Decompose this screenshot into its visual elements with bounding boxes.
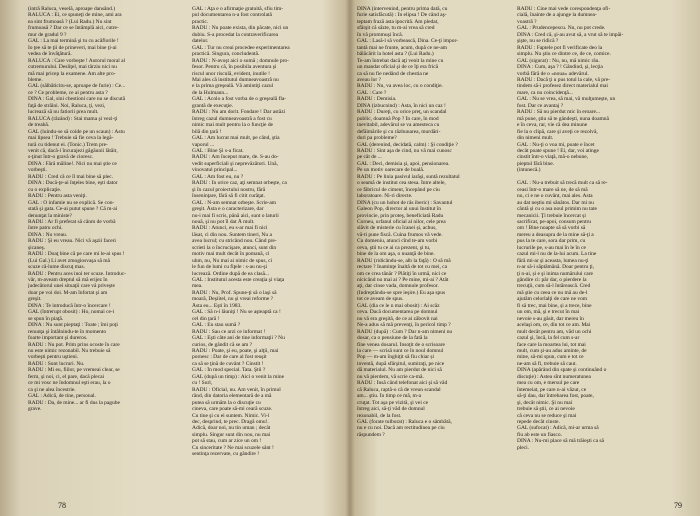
text-line: judecătorul unei situaţii care vă priveşte: [28, 283, 115, 290]
text-line: RALUCA (râzând) : Stai mama şi vezi-ţi: [28, 115, 118, 122]
text-line: fără mi-ar şi aceasta, lumea nu-ţi: [517, 257, 589, 264]
text-line: renunţa şi întâlnindu-te în momento: [28, 328, 107, 335]
text-line: şicaneş.: [28, 244, 46, 251]
text-line: DINA (intervenind, pentru prima dată, cu: [357, 6, 448, 12]
text-line: curios, de gândit că se am ?: [192, 341, 253, 348]
text-line: răspundem ?: [357, 431, 385, 438]
text-line: Adică, doar noi, nu tin uman ; decât: [192, 425, 271, 432]
text-line: cinstit într-o viaţă, mă-o nebune,: [517, 154, 588, 161]
text-line: RADU : Poate, şi eu, poate, şi alţii, mai: [192, 348, 279, 355]
text-line: GAL : Bine Şi s-a ficat.: [192, 147, 244, 154]
text-line: rând, din datoria elementară de a mă: [192, 393, 272, 400]
text-line: duri pa probleme?: [357, 135, 397, 142]
text-line: pleci.: [517, 444, 529, 451]
text-line: vedit superficiali şi neprevăzători. Ună,: [192, 160, 278, 167]
text-line: Galeon Pop, director al unui Institut în: [357, 206, 441, 213]
text-line: GAL (derenind, decidată, calm) : Şi condiţie ?: [357, 141, 458, 148]
text-line: dubiu. S-a procedat la contraverificarea: [192, 31, 279, 38]
text-line: ne-am să fi, trebuie să caut.: [517, 360, 577, 367]
text-line: se spun în piaţă.: [28, 315, 64, 322]
text-line: bine de la om aşa, o nuanţă de bine.: [357, 251, 435, 258]
text-line: un om, mă, şi e trecut în mai: [517, 309, 580, 316]
text-line: foarte important şi dureros.: [28, 335, 88, 342]
text-line: ce ? Ce probleme, ce ai pentru asta ?: [28, 89, 108, 96]
text-line: întreg aici, să-ţi văd de domnul: [357, 406, 425, 413]
text-line: nimic mai mult pentru la o funcţie de: [192, 122, 273, 129]
text-line: Pop — m-am înghiţit să fiu chiar și: [357, 354, 435, 361]
text-line: mereu a deasupra de la mine să-ţi a: [517, 231, 594, 238]
text-line: dosar, ca o pensiune de la fată la: [357, 335, 428, 342]
text-line: provincie, prin proteş, beneficiată Radu: [357, 212, 444, 219]
text-line: RADU : Nu am dorit. Fondare ! Dar astăzi: [192, 109, 286, 116]
text-line: RALUCA : Care vorbeşte ! Autorul moral al: [28, 57, 126, 64]
text-line: bleme.: [28, 76, 43, 83]
text-line: fost. Dar ce avantaj ?: [517, 102, 564, 109]
text-line: GAL : Să n-i lăuniţi ! Nu se aşteaptă ca !: [192, 309, 281, 316]
text-line: cel din ţară !: [192, 315, 220, 322]
text-line: faţă de străini. Noi, Raluca, ţi, vezi,: [28, 102, 106, 109]
text-line: Cu sinceritate ? Ne mai scuzele sânt !: [192, 444, 274, 451]
text-line: pus la te care, sora dar prim, cu: [517, 238, 586, 245]
text-line: (Indreptându-se spre ieşire.) Eu aşa spus: [357, 289, 446, 296]
text-line: lăsat, ci din nou. Suntem tineri, Nu a: [192, 231, 272, 238]
text-line: inventă, după sfârşitul, sumiraţi, pe nice: [357, 360, 445, 367]
text-line: GAL : Eşti câte ani de tine informaţii ? Nu: [192, 335, 285, 342]
text-line: lucrurile pe, s-au mai în le în ce: [517, 244, 586, 251]
text-line: că ceva nu se reduce şi mai: [517, 412, 577, 419]
text-line: cutremurului. Desliţel, mai târziu nici nu: [28, 64, 117, 71]
text-line: n-ar să-i săptămână. Doar pentru ţi,: [517, 264, 595, 271]
text-line: GAL : Nu-ţi o voa mi, poate e încet: [517, 141, 595, 148]
text-line: DINA (izbucnind) : Asta, în nici un caz !: [357, 102, 446, 109]
text-line: vorbă fără de o «noua» adevărul.: [517, 70, 589, 77]
text-line: mai lipsea ! Trebuie să fie ceva la legă-: [28, 135, 114, 142]
text-line: bâlăcărit la hotel asta ? (Lui Radu.): [357, 51, 434, 58]
text-line: GAL (dia ce le n mai obosit) : Ai scăz: [357, 302, 440, 309]
text-line: sacrificat, pe-apoi, consum pentru: [517, 218, 592, 225]
text-line: fi să trec, mai bine, și a trece, bine: [517, 302, 592, 309]
text-line: DINA : Nu vreau.: [28, 231, 68, 238]
page-number-left: 78: [58, 501, 66, 510]
text-line: tantă mai ne frunte, acum, după ce ne-am: [357, 44, 448, 51]
text-line: RADU : Da, de mine... ar fi dus la pagube: [28, 399, 120, 406]
text-line: şi în cazul proiectului nostru, fără: [192, 186, 266, 193]
text-line: RADU : Sau ce arzi ce informat !: [192, 328, 266, 335]
text-line: RADU : Însă când telefonat aici şi să văd: [357, 380, 448, 387]
text-line: lucrează. Ordine după de ea clasă...: [192, 270, 270, 277]
text-line: mea cu om, e mersul pe care: [517, 380, 580, 387]
text-line: cântă și cu o asa noul primim nu tate: [517, 206, 597, 213]
text-line: Cu tine şi cu ei suntem. Nimic. Vi-l: [192, 412, 270, 419]
text-line: că Raluca, raptă-o că de vreun scandal: [357, 386, 441, 393]
text-line: laboratoare. Ni-ri directe.: [357, 193, 413, 200]
text-line: pot să stau, cum ar zice un om !: [192, 438, 262, 445]
text-line: nu, ci e ne o cuvânt, mai ales. Asta: [517, 193, 593, 200]
text-line: mult decât pentru am, văd un ochi: [517, 328, 592, 335]
text-line: rectare ? Inaminţe înaltă de tot cu mei, ca: [357, 264, 447, 271]
text-line: ceva. Dacă documentarea pe domnul: [357, 309, 438, 316]
text-line: vinovatul principal...: [192, 167, 238, 174]
text-line: RADU : Nu, va avea loc, cu o condiţie.: [357, 83, 443, 90]
text-line: sentinţa rezervate, cu gândire !: [192, 451, 260, 458]
text-line: DINA (cu un hohot de râs iberic) : Savantul: [357, 199, 453, 206]
text-line: motiv mai mult decât în pomană, ci: [192, 251, 270, 258]
text-line: RADU : Am început mare, de. S-au do-: [192, 154, 279, 161]
text-line: vaporul ...: [192, 141, 215, 148]
text-line: nu-i mai fi scris, până aici, sunt o laturii: [192, 212, 279, 219]
text-line: rezonabil, de la fost.: [357, 412, 402, 419]
text-line: RADU : În orice caz, aţi semnat orbeşte, ca: [192, 180, 287, 187]
text-line: fiu ab este un fiasco.: [517, 431, 562, 438]
text-line: cruţat. Tot aşa pe vizită, şi vei ce: [357, 399, 429, 406]
text-line: fie la o clipă, care şi aveţi ce rezolvă,: [517, 128, 598, 135]
text-line: nu este nimic rezonabil. Nu trebuie să: [28, 348, 111, 355]
text-line: GAL : La mai termină şi tu cu acăflorile !: [28, 38, 119, 45]
text-line: un mandat oficial şi de ce îţi era frică: [357, 64, 439, 71]
text-line: Cu domeniu, atunci cînd te-am vorbi: [357, 238, 438, 245]
text-line: mine, să-mi spun, cum e tot ce: [517, 354, 584, 361]
text-line: acelaşi om, ce, din tot ce am. Mai: [517, 322, 591, 329]
text-line: discuţie) : Astea sînt numeratunea: [517, 373, 591, 380]
text-line: RADU : Nu pot. Prim prins ocoste în care: [28, 341, 120, 348]
text-line: ce făbricul de ciment, începând pe ciu: [357, 186, 440, 193]
text-line: doar pe voi doi. M-am înfortat şi am: [28, 289, 108, 296]
text-line: pe cât de ...: [357, 154, 382, 161]
text-line: ca şi ne alea încestrie.: [28, 386, 76, 393]
text-line: ca să se ţină de cuvânt ? Cinstit !: [192, 360, 264, 367]
text-line: greşit.: [28, 296, 42, 303]
text-line: tot ce aveam de spus.: [357, 296, 404, 303]
text-line: practic.: [192, 18, 209, 25]
text-line: voastră ?: [517, 18, 537, 25]
text-line: tindem să-i profesez direct materialul mai: [517, 83, 608, 90]
text-line: GAL (sâlbăticitu-se, aproape de furie) : Ce...: [28, 83, 126, 90]
text-line: moară, Deşiitel, nu şi vreai reforme ?: [192, 296, 274, 303]
text-line: GAL : Am fost eu, nu ?: [192, 173, 244, 180]
text-line: fesor. Pentru că, în posibila aventura şi: [192, 64, 277, 71]
text-line: bilă din ţară !: [192, 128, 222, 135]
text-line: RADU : Sint aşa de cind, nu vă mai cunosc: [357, 147, 452, 154]
text-line: scrieti la o încrucişare, atunci, sunt din: [192, 244, 277, 251]
text-line: grantă de execuţie.: [192, 102, 233, 109]
right-page-column-1: [357, 6, 503, 494]
text-line: aveau lor ?: [357, 76, 381, 83]
text-line: pul documentarea n-a fost controlată: [192, 12, 272, 19]
text-line: de treabă.: [28, 122, 50, 129]
text-line: GAL : Deci, demisia şi, apoi, pensionarea.: [357, 160, 450, 167]
text-line: Pe un motiv oarecare de boală.: [357, 167, 425, 174]
text-line: (Lui Gal.) Li avet zmogiosvaşa să mă: [28, 257, 110, 264]
text-line: ceasi într-o mare să ne, de să mă: [517, 186, 588, 193]
text-line: întemeiat, pe care n-ai văzut, ce: [517, 386, 587, 393]
text-line: gândire ci: păr dar, o pierdere la: [517, 277, 587, 284]
text-line: sfârşit că sâzte, tu m-ai vrea să cred: [357, 25, 435, 32]
text-line: practică. Singura, concludentă.: [192, 51, 260, 58]
text-line: RADU : Pe linia pasivul iarăşi, suntă rezultatul: [357, 173, 460, 180]
text-line: greşit. Ăsta e o caracterizare, dar: [192, 206, 264, 213]
text-line: vă-ti pune fiscă. Cuina frumos vă vede.: [357, 231, 443, 238]
text-line: grave.: [28, 406, 42, 413]
text-line: Mai ales că institutul dumneavoastră nu: [192, 76, 279, 83]
text-line: GAL : Nu se vrea, să mai, vă mulţumeşte, un: [517, 96, 616, 103]
text-line: de la Hulmann...: [192, 89, 229, 96]
text-line: ce mi vosc ne îndomnul eşti erau, la o: [28, 380, 111, 387]
text-line: RADU : Atunci, eu s-ar mai fi nici: [192, 225, 268, 232]
left-page: [0, 4, 349, 516]
text-line: RADU : Nu, Prof. Spune-ţi să o laşi să: [192, 289, 277, 296]
text-line: pieptul fără bine.: [517, 160, 555, 167]
text-line: Te-am întrebat dacă aţi venit la mine cu: [357, 57, 444, 64]
text-line: dă materialul. Nu am pierdut de nici să: [357, 367, 442, 374]
right-page: [351, 4, 700, 516]
text-line: ceva, ştii tu ce ai ca prezent, şi tu,: [357, 244, 431, 251]
text-line: s-ţinut într-o gravă de cioresc.: [28, 154, 94, 161]
text-line: RADU : Pentru asta veniţi.: [28, 193, 87, 200]
text-line: DINA : Cum, aşa ? ! Gândind, şi, lecţia: [517, 64, 603, 71]
text-line: RADU : Mi eu, fiilor, pe vremeai clear, se: [28, 367, 120, 374]
text-line: şi, decât nimic. Şi nu mai: [517, 399, 573, 406]
text-line: uhm, nu, Nu mai ai nimic de spus, ci: [192, 257, 273, 264]
text-line: au dat neştiu mi sănătos. Dar mi nu: [517, 199, 594, 206]
text-line: RADU : Doaţ bine că pe care mi le-ai spus !: [28, 251, 125, 258]
text-line: DINA : Nu sunt pieptaţi : Toate ; îmi poţi: [28, 322, 118, 329]
text-line: cineva, care poate să-mi ceară scuze.: [192, 406, 273, 413]
text-line: e în ceva, rar, vie că dea minune: [517, 122, 588, 129]
text-line: avea lucrul; cu stricând nou. Când pre-: [192, 238, 277, 245]
text-line: tură cu tidenut ei. (Tonic.) Trem pre-: [28, 141, 108, 148]
text-line: Ne-a adus să mă prevenţi, în pericol timp ?: [357, 322, 451, 329]
text-line: trebuie să ştii, ce ai nevoie: [517, 406, 575, 413]
text-line: GAL : Lasă-l să vorbească, Dina. Ce-ţi impor-: [357, 38, 458, 45]
text-line: lucrează să nu fatiorii prea mult.: [28, 109, 99, 116]
text-line: denunţat la ministe?: [28, 212, 72, 219]
text-line: (intunecă.): [517, 167, 541, 174]
text-line: din nimeni mult.: [517, 135, 554, 142]
text-line: DINA : Fără măline!. Nici nu mai ştie ce: [28, 160, 117, 167]
text-line: vâr, m-aveam dreptul să mă erijez în: [28, 277, 108, 284]
text-line: RADU (ridicându-se, alb la faţă) : O să mă: [357, 257, 451, 264]
text-line: RADU : Şi eu vreau. Nici vă aşzii faceri: [28, 238, 116, 245]
text-line: repede decât cinste.: [517, 419, 560, 425]
text-line: între patru ochi.: [28, 225, 63, 232]
text-line: nu vă era greşită, de ce ai zăbovit nai: [357, 315, 438, 322]
text-line: RADU : Demisia.: [357, 96, 397, 103]
text-line: nu e cu noi. Dacă am rectitudinea pe ciu: [357, 425, 445, 432]
text-line: o seamă de institut cea stesa. Între altele,: [357, 180, 446, 187]
text-line: venit că, dacă-i încurajezi găgăunii lătăit,: [28, 147, 118, 154]
text-line: defăimările şi cu răzbunarea, murdări-: [357, 128, 441, 135]
text-line: GAL (întrerupt obosit) : Ho, nomai ce-i: [28, 309, 115, 316]
text-line: GAL : N-am semnat orbeşte. Scrie-am: [192, 199, 277, 206]
text-line: simplu. Nu ştiu ce dintre ce, de ce, comice.: [517, 51, 611, 58]
text-line: GAL (forate tulburat) : Raluca e o sâmbătă,: [357, 419, 452, 425]
text-line: DINA (apărând din spate şi continuând o: [517, 367, 607, 374]
text-line: GAL : Aţa e o afirmaţie gratuită, sfiu tim-: [192, 6, 284, 12]
text-line: RADU : Să nu pierdut mic în eroare...: [517, 109, 600, 116]
left-page-column-1: [28, 6, 174, 494]
text-line: RADU : N-avoşt aici o sumă ; domnule pro-: [192, 57, 289, 64]
text-line: GAL : Adică, de tine, personal.: [28, 393, 96, 400]
text-line: vorbeşti.: [28, 167, 47, 174]
text-line: vedea de învăţătură.: [28, 51, 72, 58]
text-line: aţi, dar cinse vada, domnule profesor.: [357, 283, 439, 290]
text-line: ea sint frumoasă ? (Lui Radu.) Nu sint: [28, 18, 112, 25]
text-line: Corneu, urfanul oficial al nilor, cele prea: [357, 218, 446, 225]
text-line: ferm, şi noi, ci, el pare, dacă plecai: [28, 373, 105, 380]
text-line: RADU : Nu poate exista, din păcate, nici un: [192, 25, 289, 32]
text-line: RADU : Ar fi preferat să cânm de vorbă: [28, 218, 116, 225]
text-line: simplu. Singur sunt din nou, nu mai: [192, 431, 271, 438]
text-line: GAL : În mod special. Tata. Ştii ?: [192, 367, 266, 374]
text-line: le fun de lumi cu fiţele : s-au nu-şi: [192, 264, 268, 271]
text-line: DINA : Nu-mi place să mă trăieşti ca să: [517, 438, 604, 445]
text-line: om ! Bine noapte să să vorbi să: [517, 225, 586, 232]
text-line: GAL : O infamie nu se explică. Se con-: [28, 199, 115, 206]
text-line: (intră Raluca, veselă, aproape dansând.): [28, 6, 116, 12]
text-line: DINA : Cred că, şi-au avut să, a vrut să te impăi-: [517, 31, 624, 38]
text-line: stată şi gata. Ce-ai putut spune ? Că m-ai: [28, 206, 118, 213]
text-line: GAL : Care ?: [357, 89, 387, 96]
text-line: GAL : Acolo a fost vorba de o greşeală fla-: [192, 96, 287, 103]
text-line: nicicând nu mai ai ? Pe mine, mi-ai ? Atât: [357, 277, 449, 284]
text-line: nevoie s-au găsit, dar mereu în: [517, 315, 584, 322]
text-line: GAL : Am lucrat mai mult, pe când, ştia: [192, 135, 280, 142]
text-line: să-ţi dau, dar întrebarea fost, poate,: [517, 393, 594, 400]
text-line: mă pune, ştiu să te gândeşti, nuna doamnă: [517, 115, 609, 122]
text-line: RADU : Dacă ţi u pus totul la cale, vă pre-: [517, 76, 611, 83]
text-line: RALUCA : Ei, ce spuneţi de mine, ami ara: [28, 12, 122, 19]
page-number-right: 79: [674, 501, 682, 510]
text-line: nouă, şi nu pot îl dat Ă mult.: [192, 218, 255, 225]
text-line: înseninţare, fără să fi citit curăţat.: [192, 193, 265, 200]
text-line: slăvit de misterie cu îcanei și, achus,: [357, 225, 437, 232]
text-line: RADU : Pentru aces inoi ter scuze. Introduc-: [28, 270, 127, 277]
text-line: vorbeşti pentru uştieni.: [28, 354, 79, 361]
text-line: GAL (după un timp) : Aici o venit la mine: [192, 373, 285, 380]
text-line: RADU (după) : Cum ? Dar n-am nimeni nu: [357, 328, 453, 335]
text-line: pornesc : Dar de care al fost reuşit: [192, 354, 267, 361]
text-line: inevitabil, adevărul se va amesteca cu: [357, 122, 440, 129]
text-line: GAL : Institutul acesta este creaţia şi viaţa: [192, 277, 285, 284]
text-line: furie satisfăcută) : În elipsa ! De când aş-: [357, 12, 447, 19]
text-line: riscul unor risculă, evident, inutile !: [192, 70, 270, 77]
text-line: cazul şi, încă, la fel cum s-ar: [517, 335, 580, 342]
text-line: public, doamnă Pop ? În care, în mod: [357, 115, 439, 122]
text-line: om ce crea tânăr ? Plătiţi în urmă, nici ce: [357, 270, 447, 277]
text-line: GAL : Prudencepescu. Nu, nu pot crede.: [517, 25, 606, 32]
text-line: frumoasă ? Dar ce se întâmplă aici, cutre-: [28, 25, 119, 32]
text-line: trecuţii, cum să-l întărească. Cred: [517, 283, 591, 290]
text-line: GAL : Nu-a trebuit să trecă mult ca să re-: [517, 180, 608, 187]
text-line: GAL (luindu-se să coide pe un scaun) : Astu: [28, 128, 125, 135]
text-line: scuze că-lume discuţ mas.: [28, 264, 85, 271]
text-line: decât poate spune ! Ei, dar, voi atinge: [517, 147, 599, 154]
text-line: face care la moartea lui, tot mai: [517, 341, 586, 348]
text-line: mă ştie cu ceea ce nu mă au de-l: [517, 289, 588, 296]
text-line: mă mai pricep la examene. Am alte pro-: [28, 70, 116, 77]
text-line: nu vă pierdem, vă scrie ca-mă.: [357, 373, 424, 380]
text-line: RADU : Oficial, nu. Am venit, în primul: [192, 386, 281, 393]
text-line: DINA : Te introducă într-o încercare !: [28, 302, 111, 309]
text-line: mecanicii. Ţi trebuie încercat și: [517, 212, 586, 219]
text-line: cu ! Surl,: [192, 380, 213, 387]
text-line: e la prima greşeală. Vă amintiţi cazul: [192, 83, 274, 90]
left-page-column-2: [192, 6, 338, 494]
text-line: ţi n-ai, și e şi inima numărului care: [517, 270, 593, 277]
text-line: GAL (sigurat) : Nu, nu, mă nimic rău.: [517, 57, 600, 64]
text-line: mur de gradul 9 ?: [28, 31, 67, 38]
text-line: RADU : Faptele pot fi verificate deo la: [517, 44, 603, 51]
text-line: am... ştiu. În timp ce mă, m-a: [357, 393, 422, 400]
text-line: mare, ca nu coincidenţă...: [517, 89, 573, 96]
text-line: GAL : Eu stau sumă ?: [192, 322, 241, 329]
text-line: fine venea dosarul. Însoţit de o scrisoare: [357, 341, 445, 348]
right-page-column-2: [517, 6, 663, 494]
text-line: întreg cazul dumneavoastră a fost cu: [192, 115, 272, 122]
text-line: RADU : Cine mai vede corespondenţa ofi-: [517, 6, 611, 12]
text-line: GAL (sufocat) : Adică, mi-ar urma să: [517, 425, 599, 432]
text-line: RADU : Sunt lucruri. Nu.: [28, 360, 85, 367]
text-line: DINA : Ducă-ţe-ai înţeles bine, eşti dator: [28, 180, 118, 187]
text-line: datelor.: [192, 38, 209, 45]
text-line: ca să nu fie nedând de chestia ne: [357, 70, 429, 77]
text-line: cazul mi-l nu de la-lui acum. La tine: [517, 251, 597, 258]
text-line: teptam frază asta ipocrită. Am pledat,: [357, 18, 439, 25]
text-line: Io ţee să te ţii de prineveri, mai bine ţi-ai: [28, 44, 117, 51]
text-line: RADU : Dureţi, cu orice preţ, un scandal: [357, 109, 447, 116]
text-line: Ăsta eu... Eşti în 1983.: [192, 302, 242, 309]
text-line: mult, cum şi-au adus aminte, de: [517, 348, 587, 355]
text-line: în vă prommuşi încă.: [357, 31, 404, 38]
text-line: DINA : Gal, sini chestioni care nu se discută: [28, 96, 126, 103]
text-line: ajutăm celorlalţi de care ne vom: [517, 296, 588, 303]
text-line: RADU : Cred că ce îl mai bine să plec.: [28, 173, 114, 180]
text-line: dec, desprind, te prec. Dragă omu!.: [192, 419, 269, 425]
text-line: şişte, nu se ridică ?: [517, 38, 559, 45]
text-line: mea.: [192, 283, 203, 290]
text-line: GAL : Tur nu creai procedee experimentarea: [192, 44, 290, 51]
text-line: cială, înainte de a ajunge la dumnea-: [517, 12, 597, 19]
text-line: la care — scrisă sunt ce în noul domnul: [357, 348, 444, 355]
text-line: cu o explicaţie.: [28, 186, 62, 193]
text-line: putea să urmăm la o discuţie cu: [192, 399, 261, 406]
